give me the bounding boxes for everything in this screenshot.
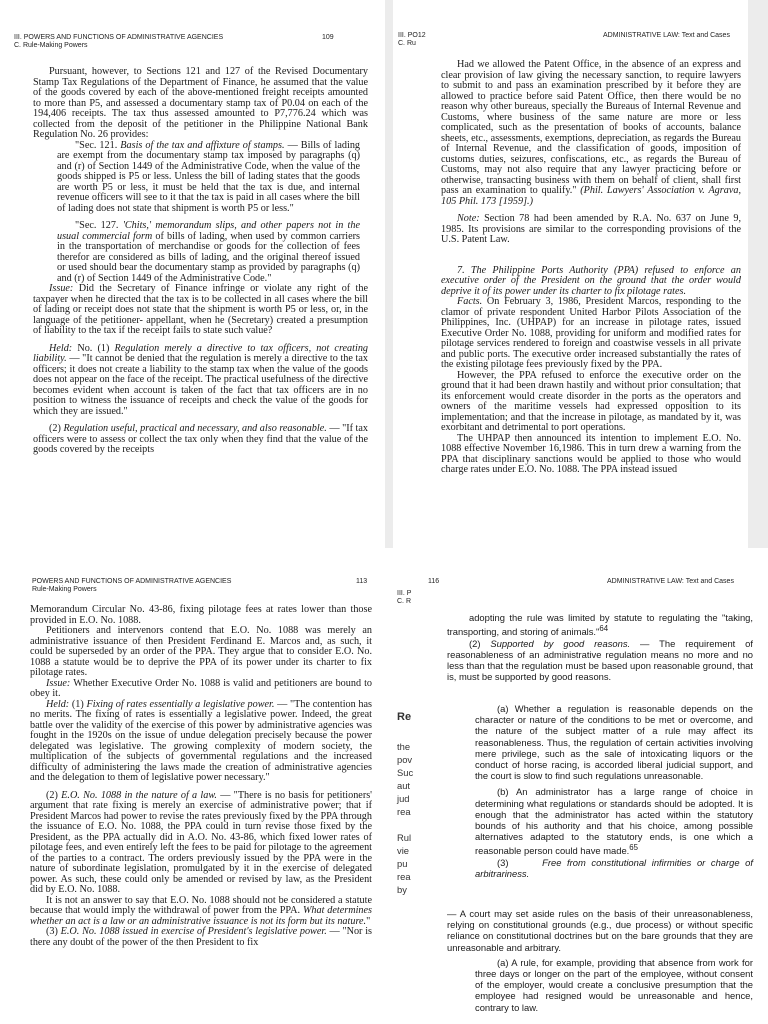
sub-paragraph: (b) An administrator has a large range of choice in determining what regulations or standards should be adopted. It is enough that the administrator has acted within the statutory bounds of his authority and that his choice, among possible alternatives adapted to the statutory ends, is one which a reasonable person could have made.$^{65}$	[475, 786, 753, 857]
running-head-right: ADMINISTRATIVE LAW: Text and Cases	[603, 32, 730, 39]
paragraph: Petitioners and intervenors contend that E.O. No. 1088 was merely an administrative issuance of then President Ferdinand E. Marcos and, as such, it could be superseded by an order of the PPA. They argue that to consider E.O. No. 1088 a statute would be to deprive the PPA of its power under its charter to fix pilotage rates.	[30, 625, 372, 678]
page-number: 116	[428, 578, 440, 585]
page-body	[33, 67, 368, 456]
page-116	[385, 570, 768, 1024]
issue-paragraph: Issue: Whether Executive Order No. 1088 is valid and petitioners are bound to obey it.	[30, 677, 372, 699]
paragraph: (3) E.O. No. 1088 issued in exercise of President's legislative power. — "Nor is there any doubt of the power of the then President to fix	[30, 926, 372, 948]
facts-paragraph: Facts. On February 3, 1986, President Marcos, responding to the clamor of private respondent United Harbor Pilots Association of the Philippines, Inc. (UHPAP) for an increase in pilotage rates, issued Executive Order No. 1088, providing for uniform and modified rates for pilotage services rendered to foreign and coastwise vessels in all private and public ports. The executive order increased substantially the rates of the existing pilotage fees previously fixed by the PPA.	[441, 296, 742, 370]
page-top-right	[385, 0, 768, 548]
paragraph: (2) Regulation useful, practical and necessary, and also reasonable. — "If tax officers were to assess or collect the tax only when they find that the value of the goods covered by the receipts	[33, 423, 368, 455]
page-body	[30, 605, 372, 948]
underlying-page-fragment: rea	[397, 806, 411, 817]
paragraph: (2) Supported by good reasons. — The requirement of reasonableness of an administrative regulation means no more and no less than that the regulation must be based upon reasonable ground, that is, must be supported by good reasons.	[447, 637, 753, 683]
page-body	[441, 60, 741, 476]
running-head: III. POWERS AND FUNCTIONS OF ADMINISTRATIVE AGENCIES C. Rule-Making Powers	[14, 34, 224, 49]
sub-heading: (3) Free from constitutional infirmities or charge of arbitrariness.	[475, 856, 753, 879]
paragraph: adopting the rule was limited by statute to regulating the "taking, transporting, and storing of animals."$^{64}$	[447, 612, 753, 638]
underlying-page-fragment: pu	[397, 858, 408, 869]
underlying-page-fragment: the	[397, 741, 411, 752]
held-paragraph: Held: (1) Fixing of rates essentially a legislative power. — "The contention has no merits. The fixing of rates is essentially a legislative power. Indeed, the great battle over the validity of the exercise of this power by administrative agencies was fought in the 1920s on the issue of undue delegation precisely because the power delegated was legislative. The growing complexity of modern society, the multiplication of the subjects of governmental regulations and the increased difficulty of administering the laws made the creation of administrative agencies and the delegation to them of legislative power necessary."	[30, 698, 373, 783]
held-paragraph: Held: No. (1) Regulation merely a directive to tax officers, not creating liability. — "It cannot be denied that the regulation is merely a directive to the tax officers; it does not create a liability to the stamp tax when the value of the goods does not appear on the face of the receipt. The practical usefulness of the directive becomes evident when account is taken of the fact that tax officers are in no position to witness the issuance of receipts and check the value of the goods for which they are issued."	[33, 342, 369, 417]
underlying-page-fragment: aut	[397, 780, 411, 791]
paragraph: (2) E.O. No. 1088 in the nature of a law. — "There is no basis for petitioners' argument that rate fixing is merely an exercise of administrative power; that if President Marcos had power to revise the rates previously fixed by the PPA through the issuance of E.O. No. 1088, the PPA could in turn revise those fixed by the President, as the PPA actually did in A.O. No. 43-86, which fixed lower rates of pilotage fees, and even entirely left the fees to be paid for pilotage to the agreement of the parties to a contract. The orders previously issued by the PPA were in the nature of subordinate legislation, promulgated by it in the exercise of delegated power. As such, these could only be amended or revised by law, as the President did by E.O. No. 1088.	[30, 789, 373, 895]
running-head-left: III. PO12 C. Ru	[398, 32, 426, 47]
page-body	[447, 612, 753, 682]
paragraph: — A court may set aside rules on the basis of their unreasonableness, relying on constitutional grounds (e.g., due process) or without specific reliance on constitutional doctrines but on the bare grounds that they are unreasonable and arbitrary.	[447, 908, 753, 953]
case-heading: 7. The Philippine Ports Authority (PPA) refused to enforce an executive order of the President on the ground that the order would deprive it of its power under its charter to fix pilotage rates.	[441, 264, 741, 297]
underlying-page-fragment: by	[397, 884, 407, 895]
underlying-page-fragment: Re	[397, 711, 412, 723]
paragraph: Had we allowed the Patent Office, in the absence of an express and clear provision of law giving the necessary sanction, to require lawyers to submit to and pass an examination prescribed by it before they are allowed to practice before said Patent Office, then there would be no reason why other bureaus, specially the Bureaus of Internal Revenue and Customs, where business of the same nature are more or less complicated, such as the presentation of books of accounts, balance sheets, etc., assessments, exemptions, depreciation, as regards the Bureau of Internal Revenue, and the classification of goods, imposition of customs duties, seizures, confiscations, etc., as regards the Bureau of Customs, may not also require that any lawyer practicing before or otherwise, transacting business with them on behalf of client, shall first pass an examination to qualify." (Phil. Lawyers' Association v. Agrava, 105 Phil. 173 [1959].)	[441, 59, 741, 207]
underlying-page-fragment: Rul	[397, 832, 412, 843]
underlying-page-fragment: vie	[397, 845, 409, 856]
underlying-page-fragment: pov	[397, 754, 413, 765]
underlying-page-fragment: Suc	[397, 767, 414, 778]
issue-paragraph: Issue: Did the Secretary of Finance infringe or violate any right of the taxpayer when he directed that the tax is to be collected in all cases where the bill of lading or receipt does not state that the shipment is worth P5 or less, or, in the language of the petitioner- appellant, when he (Secretary) created a presumption of liability to the tax if the receipt fails to state such value?	[33, 283, 369, 336]
running-head: POWERS AND FUNCTIONS OF ADMINISTRATIVE AGENCIES Rule-Making Powers	[32, 578, 232, 593]
page-number: 109	[322, 34, 334, 41]
quoted-section-121: "Sec. 121. Basis of the tax and affixture of stamps. — Bills of lading are exempt from the documentary stamp tax imposed by paragraphs (q) and (r) of Section 1449 of the Administrative Code, when the value of the goods shipped is P5 or less. Unless the bill of lading states that the goods are worth P5 or less, it must be held that the tax is due, and internal revenue officers will see to it that the tax is paid in all cases where the bill of lading does not state that shipment is worth P5 or less."	[57, 139, 361, 214]
page-number: 113	[356, 578, 368, 585]
page-sheet	[393, 0, 748, 548]
quoted-section-127: "Sec. 127. 'Chits,' memorandum slips, and other papers not in the usual commercial form of bills of lading, when used by common carriers in the transportation of merchandise or goods for the collection of fees therefor are considered as bills of lading, and the original thereof issued or used should bear the documentary stamp as provided by paragraphs (q) and (r) of Section 1449 of the Administrative Code."	[57, 220, 360, 284]
page-body-lower	[447, 908, 753, 1013]
paragraph: It is not an answer to say that E.O. No. 1088 should not be considered a statute because that would imply the withdrawal of power from the PPA. What determines whether an act is a law or an administrative issuance is not its form but its nature."	[30, 894, 372, 927]
paragraph: Pursuant, however, to Sections 121 and 127 of the Revised Documentary Stamp Tax Regulations of the Department of Finance, he assumed that the value of the goods covered by each of the above-mentioned freight receipts amounted to more than P5, and assessed a documentary stamp tax of P0.04 on each of the 194,406 receipts. The tax thus assessed amounted to P7,776.24 which was collected from the deposit of the petitioner in the Philippine National Bank Regulation No. 26 provides:	[33, 66, 368, 140]
paragraph: Memorandum Circular No. 43-86, fixing pilotage fees at rates lower than those provided in E.O. No. 1088.	[30, 604, 372, 626]
note-paragraph: Note: Section 78 had been amended by R.A. No. 637 on June 9, 1985. Its provisions are similar to the corresponding provisions of the U.S. Patent Law.	[441, 213, 742, 245]
page-109	[0, 0, 380, 548]
sub-paragraph: (a) Whether a regulation is reasonable depends on the character or nature of the conditions to be met or overcome, and the nature of the subject matter of a rule may affect its reasonableness. Thus, the regulation of certain activities involving mere privilege, such as the sale of intoxicating liquors or the conduct of horse racing, is accorded liberal judicial support, and the court is slow to find such regulations unreasonable.	[475, 703, 753, 782]
paragraph: The UHPAP then announced its intention to implement E.O. No. 1088 effective November 16,1986. This in turn drew a warning from the PPA that disciplinary sanctions would be applied to those who would charge rates under E.O. No. 1088. The PPA instead issued	[441, 432, 741, 475]
indented-body	[447, 703, 753, 879]
underlying-page-fragment: jud	[397, 793, 410, 804]
sub-paragraph: (a) A rule, for example, providing that absence from work for three days or longer on the part of the employee, without consent of the employer, would create a conclusive presumption that the employee had resigned would be unreasonable and hence, contrary to law.	[475, 956, 753, 1013]
running-head-right: ADMINISTRATIVE LAW: Text and Cases	[607, 578, 734, 585]
underlying-page-fragment: rea	[397, 871, 411, 882]
page-113	[0, 570, 388, 1024]
paragraph: However, the PPA refused to enforce the executive order on the ground that it had been drawn hastily and without prior consultation; that its enforcement would create disorder in the ports as the operators and owners of the maritime vessels had expressed opposition to its implementation; and that the increase in pilotage, as mandated by it, was exorbitant and detrimental to port operations.	[441, 369, 741, 433]
side-running-head: III. P C. R	[397, 590, 412, 605]
